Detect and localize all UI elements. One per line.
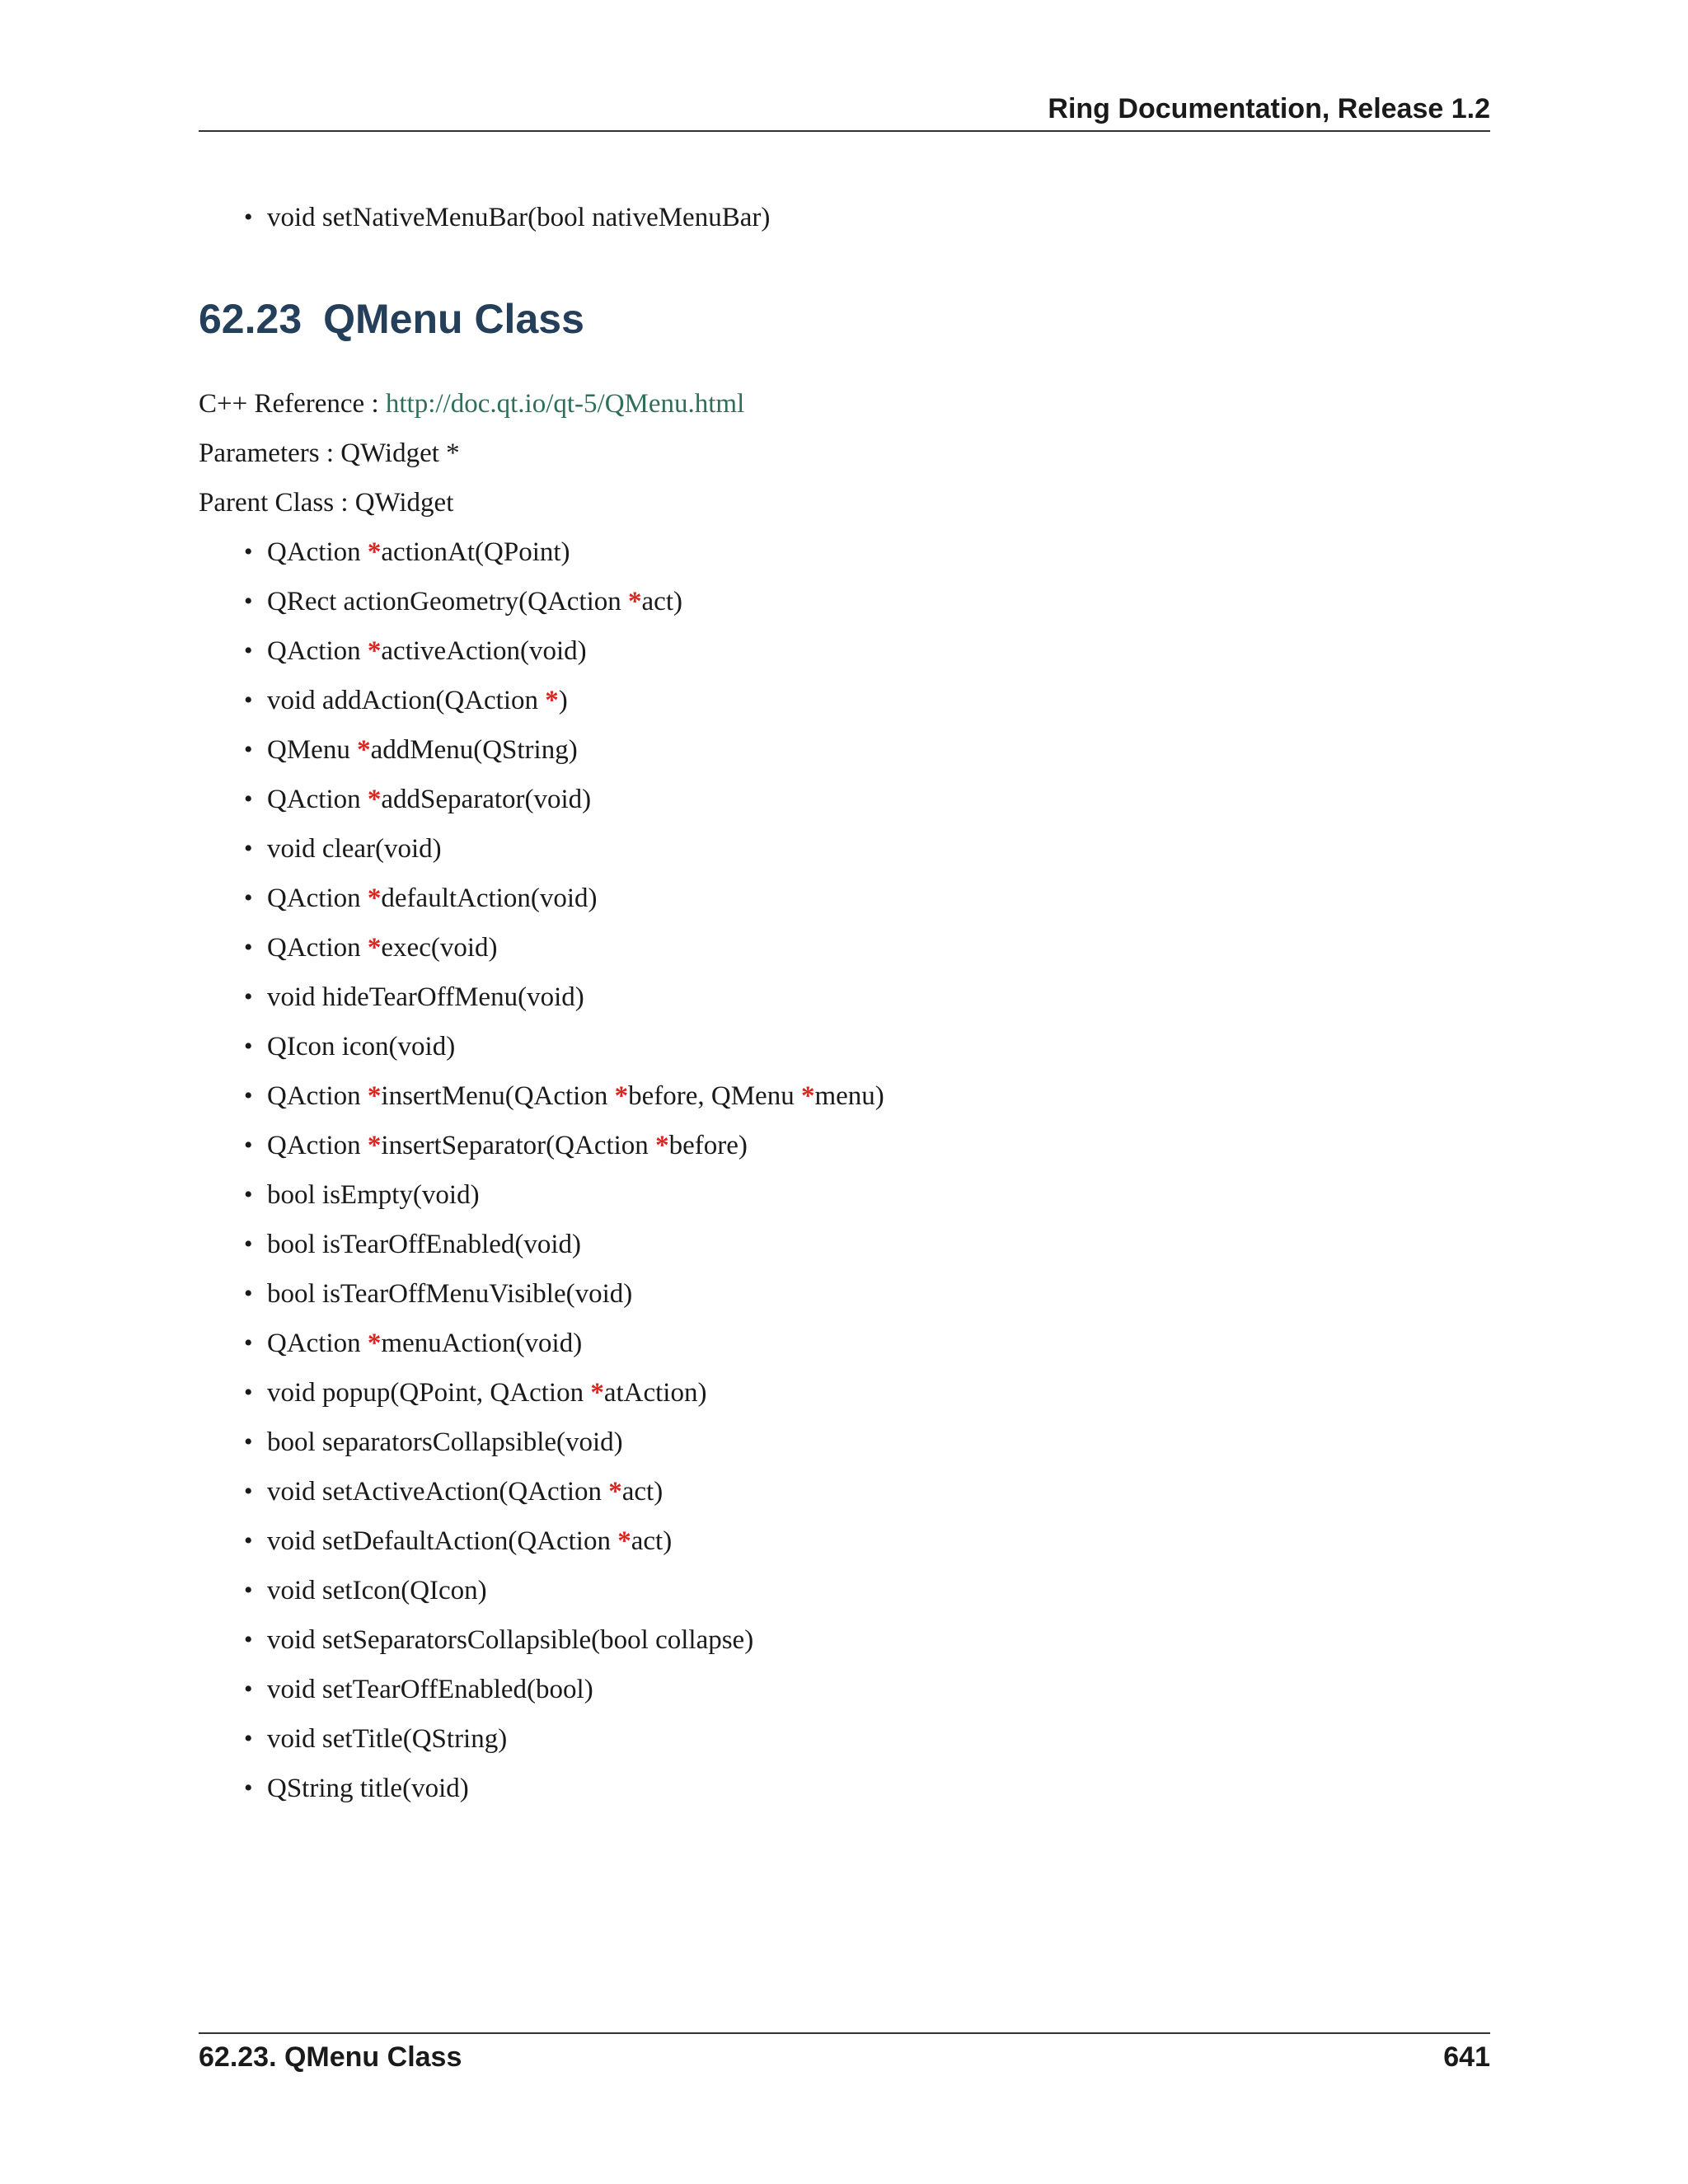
bullet-icon: • [244, 538, 253, 565]
bullet-icon: • [244, 1379, 253, 1406]
bullet-icon: • [244, 204, 253, 231]
pointer-asterisk: * [590, 1378, 604, 1408]
method-text: QIcon icon(void) [267, 1032, 456, 1062]
bullet-icon: • [244, 1329, 253, 1357]
method-text: insertMenu(QAction [381, 1081, 615, 1111]
bullet-icon: • [244, 835, 253, 862]
method-text: QMenu [267, 735, 358, 765]
method-text: void setActiveAction(QAction [267, 1477, 609, 1507]
method-item [244, 1220, 884, 1269]
page-number: 641 [1443, 2041, 1490, 2073]
method-item [244, 1071, 884, 1121]
bullet-icon: • [244, 1428, 253, 1455]
method-item [244, 824, 884, 874]
method-text: QAction [267, 1329, 368, 1358]
method-item [244, 1615, 884, 1665]
method-item [244, 1121, 884, 1170]
pointer-asterisk: * [608, 1477, 622, 1507]
method-text: bool isTearOffEnabled(void) [267, 1230, 582, 1259]
method-item [244, 1516, 884, 1566]
method-item [244, 676, 884, 725]
bullet-icon: • [244, 1577, 253, 1604]
cpp-reference-link[interactable]: http://doc.qt.io/qt-5/QMenu.html [385, 389, 745, 419]
method-item [244, 577, 884, 626]
bullet-icon: • [244, 1033, 253, 1060]
bullet-icon: • [244, 1132, 253, 1159]
method-item [244, 1467, 884, 1516]
pointer-asterisk: * [367, 1329, 382, 1358]
cpp-reference-label: C++ Reference : [199, 389, 386, 419]
pointer-asterisk: * [628, 587, 642, 616]
bullet-icon: • [244, 1230, 253, 1258]
method-text: insertSeparator(QAction [381, 1131, 656, 1160]
section-heading [199, 290, 584, 348]
pointer-asterisk: * [367, 1131, 382, 1160]
bullet-icon: • [244, 983, 253, 1010]
bullet-icon: • [244, 1181, 253, 1208]
method-text: void addAction(QAction [267, 686, 546, 715]
method-item [244, 1418, 884, 1467]
cpp-reference-line [199, 379, 744, 429]
method-item [244, 775, 884, 824]
bullet-icon: • [244, 1478, 253, 1505]
pointer-asterisk: * [357, 735, 371, 765]
method-text: actionAt(QPoint) [381, 537, 570, 567]
bullet-icon: • [244, 1082, 253, 1109]
method-item [244, 626, 884, 676]
method-item [244, 1319, 884, 1368]
method-text: QString title(void) [267, 1774, 469, 1803]
method-text: atAction) [603, 1378, 707, 1408]
method-item [244, 923, 884, 972]
method-list [244, 527, 884, 1813]
method-item [244, 1170, 884, 1220]
method-text: act) [641, 587, 682, 616]
method-text: bool isTearOffMenuVisible(void) [267, 1279, 633, 1309]
method-text: before, QMenu [628, 1081, 801, 1111]
method-item [244, 193, 770, 242]
method-text: QAction [267, 933, 368, 963]
bullet-icon: • [244, 884, 253, 912]
method-item [244, 1368, 884, 1418]
section-title: QMenu Class [323, 296, 584, 342]
bullet-icon: • [244, 588, 253, 615]
method-text: QAction [267, 1081, 368, 1111]
method-text: act) [631, 1526, 673, 1556]
bullet-icon: • [244, 1675, 253, 1703]
pointer-asterisk: * [367, 883, 382, 913]
running-footer [199, 2032, 1490, 2083]
method-text: QAction [267, 785, 368, 814]
method-item [244, 874, 884, 923]
method-text: bool separatorsCollapsible(void) [267, 1427, 623, 1457]
method-text: QAction [267, 636, 368, 666]
method-text: void clear(void) [267, 834, 442, 864]
method-text: bool isEmpty(void) [267, 1180, 480, 1210]
bullet-icon: • [244, 637, 253, 664]
method-text: QAction [267, 883, 368, 913]
previous-method-list [244, 193, 770, 242]
pointer-asterisk: * [367, 537, 382, 567]
section-number: 62.23 [199, 296, 302, 342]
pointer-asterisk: * [367, 1081, 382, 1111]
method-text: void setSeparatorsCollapsible(bool collapse) [267, 1625, 754, 1655]
method-item [244, 1665, 884, 1714]
pointer-asterisk: * [367, 785, 382, 814]
method-text: void setNativeMenuBar(bool nativeMenuBar) [267, 203, 771, 232]
method-text: void setDefaultAction(QAction [267, 1526, 618, 1556]
method-text: QAction [267, 1131, 368, 1160]
method-item [244, 1022, 884, 1071]
bullet-icon: • [244, 1626, 253, 1653]
parameters-line: Parameters : QWidget * [199, 438, 460, 468]
method-text: void setIcon(QIcon) [267, 1576, 487, 1605]
parent-class-line: Parent Class : QWidget [199, 488, 454, 518]
method-text: activeAction(void) [381, 636, 587, 666]
pointer-asterisk: * [655, 1131, 669, 1160]
pointer-asterisk: * [367, 933, 382, 963]
pointer-asterisk: * [800, 1081, 815, 1111]
document-title: Ring Documentation, Release 1.2 [1048, 93, 1490, 124]
method-text: exec(void) [381, 933, 498, 963]
pointer-asterisk: * [367, 636, 382, 666]
method-item [244, 1764, 884, 1813]
method-text: ) [558, 686, 568, 715]
method-text: QAction [267, 537, 368, 567]
method-text: before) [668, 1131, 748, 1160]
pointer-asterisk: * [545, 686, 559, 715]
footer-section-title: 62.23. QMenu Class [199, 2041, 462, 2073]
method-text: QRect actionGeometry(QAction [267, 587, 629, 616]
method-text: void hideTearOffMenu(void) [267, 982, 584, 1012]
bullet-icon: • [244, 1527, 253, 1554]
method-item [244, 972, 884, 1022]
bullet-icon: • [244, 736, 253, 763]
method-item [244, 527, 884, 577]
method-text: act) [621, 1477, 663, 1507]
method-text: addSeparator(void) [381, 785, 592, 814]
method-item [244, 1269, 884, 1319]
pointer-asterisk: * [614, 1081, 629, 1111]
bullet-icon: • [244, 785, 253, 813]
bullet-icon: • [244, 934, 253, 961]
method-text: void setTitle(QString) [267, 1724, 508, 1754]
method-text: menuAction(void) [381, 1329, 583, 1358]
method-text: menu) [814, 1081, 884, 1111]
method-item [244, 1714, 884, 1764]
method-item [244, 1566, 884, 1615]
method-item [244, 725, 884, 775]
method-text: void popup(QPoint, QAction [267, 1378, 591, 1408]
pointer-asterisk: * [617, 1526, 631, 1556]
method-text: defaultAction(void) [381, 883, 598, 913]
bullet-icon: • [244, 1280, 253, 1307]
bullet-icon: • [244, 1725, 253, 1752]
method-text: void setTearOffEnabled(bool) [267, 1675, 593, 1704]
running-header [199, 92, 1490, 132]
method-text: addMenu(QString) [370, 735, 578, 765]
bullet-icon: • [244, 1774, 253, 1802]
bullet-icon: • [244, 687, 253, 714]
